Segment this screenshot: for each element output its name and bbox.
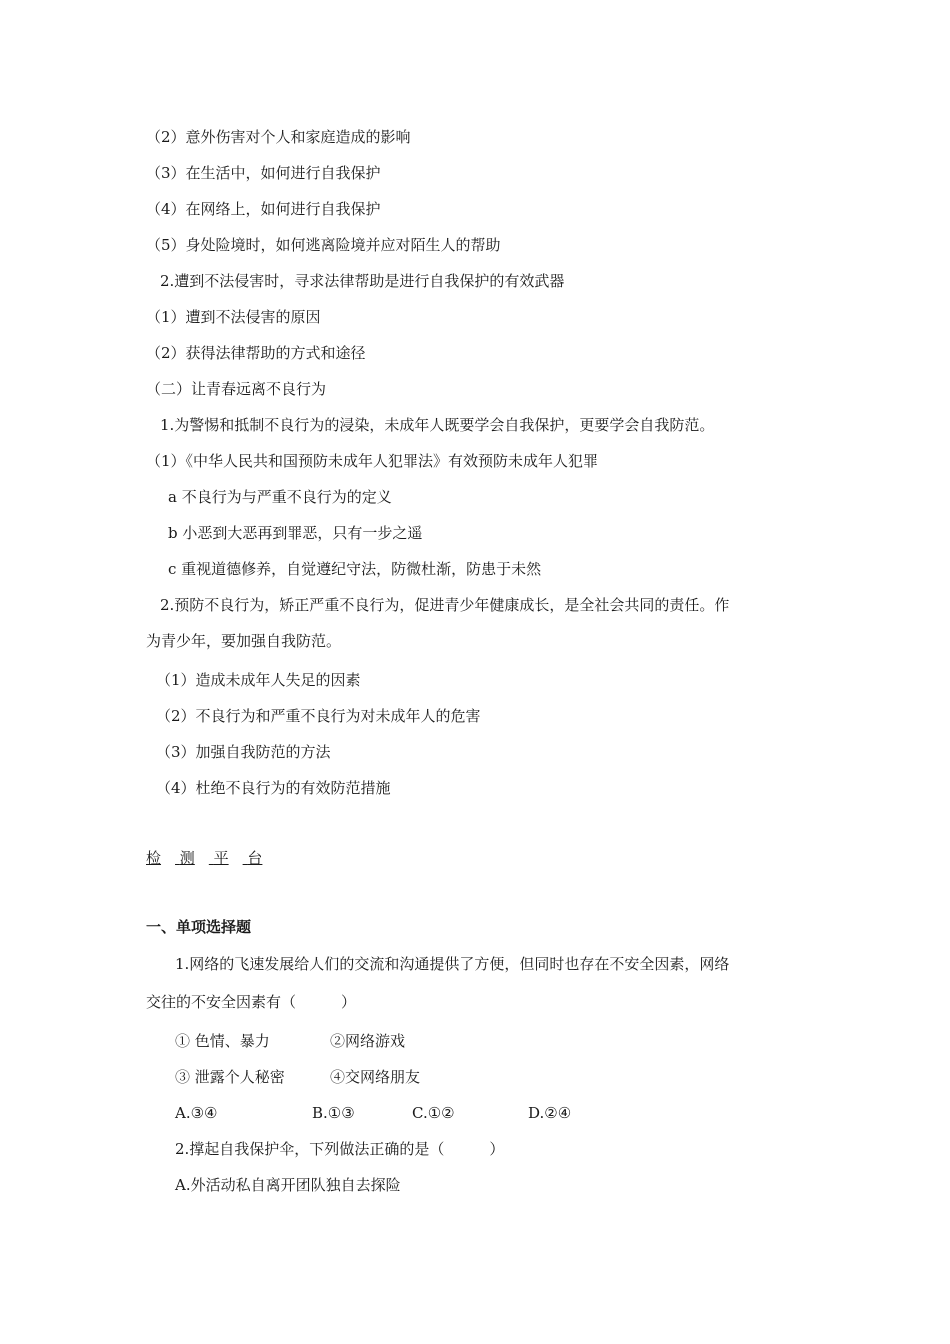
- section-title-char: 台: [247, 849, 263, 867]
- question-1-item: ②网络游戏: [330, 1032, 406, 1050]
- text-line: （1）造成未成年人失足的因素: [156, 671, 361, 689]
- question-1-option-c: C.①②: [412, 1104, 455, 1122]
- section-title-char: 测: [179, 849, 195, 867]
- question-2-text: 2.撑起自我保护伞，下列做法正确的是（ ）: [175, 1140, 505, 1158]
- question-1-option-b: B.①③: [312, 1104, 355, 1122]
- text-line: 2.预防不良行为，矫正严重不良行为，促进青少年健康成长，是全社会共同的责任。作: [160, 596, 730, 614]
- text-line: （4）在网络上，如何进行自我保护: [146, 200, 381, 218]
- text-line: （1）《中华人民共和国预防未成年人犯罪法》有效预防未成年人犯罪: [146, 452, 599, 470]
- question-1-option-a: A.③④: [175, 1104, 218, 1122]
- question-1-item: ④交网络朋友: [330, 1068, 421, 1086]
- text-line: （5）身处险境时，如何逃离险境并应对陌生人的帮助: [146, 236, 501, 254]
- text-line: （2）意外伤害对个人和家庭造成的影响: [146, 128, 411, 146]
- text-line: 1.为警惕和抵制不良行为的浸染，未成年人既要学会自我保护，更要学会自我防范。: [160, 416, 715, 434]
- question-1-text: 交往的不安全因素有（ ）: [146, 993, 357, 1011]
- text-line: 2.遭到不法侵害时，寻求法律帮助是进行自我保护的有效武器: [160, 272, 565, 290]
- text-line: （3）加强自我防范的方法: [156, 743, 331, 761]
- text-line: （2）获得法律帮助的方式和途径: [146, 344, 366, 362]
- section-heading: 一、单项选择题: [146, 918, 252, 936]
- text-line: （1）遭到不法侵害的原因: [146, 308, 321, 326]
- question-1-item: ① 色情、暴力: [175, 1032, 270, 1050]
- text-line: （2）不良行为和严重不良行为对未成年人的危害: [156, 707, 481, 725]
- text-line: b 小恶到大恶再到罪恶，只有一步之遥: [168, 524, 423, 542]
- text-line: c 重视道德修养，自觉遵纪守法，防微杜渐，防患于未然: [168, 560, 542, 578]
- text-line: （4）杜绝不良行为的有效防范措施: [156, 779, 391, 797]
- question-2-option-a: A.外活动私自离开团队独自去探险: [175, 1176, 401, 1194]
- question-1-option-d: D.②④: [528, 1104, 572, 1122]
- section-title: [146, 848, 262, 868]
- question-1-text: 1.网络的飞速发展给人们的交流和沟通提供了方便，但同时也存在不安全因素，网络: [175, 955, 730, 973]
- text-line: （二）让青春远离不良行为: [146, 380, 327, 398]
- section-title-char: 平: [213, 849, 229, 867]
- text-line: 为青少年，要加强自我防范。: [146, 632, 342, 650]
- question-1-item: ③ 泄露个人秘密: [175, 1068, 285, 1086]
- section-title-char: 检: [146, 849, 162, 867]
- text-line: a 不良行为与严重不良行为的定义: [168, 488, 392, 506]
- text-line: （3）在生活中，如何进行自我保护: [146, 164, 381, 182]
